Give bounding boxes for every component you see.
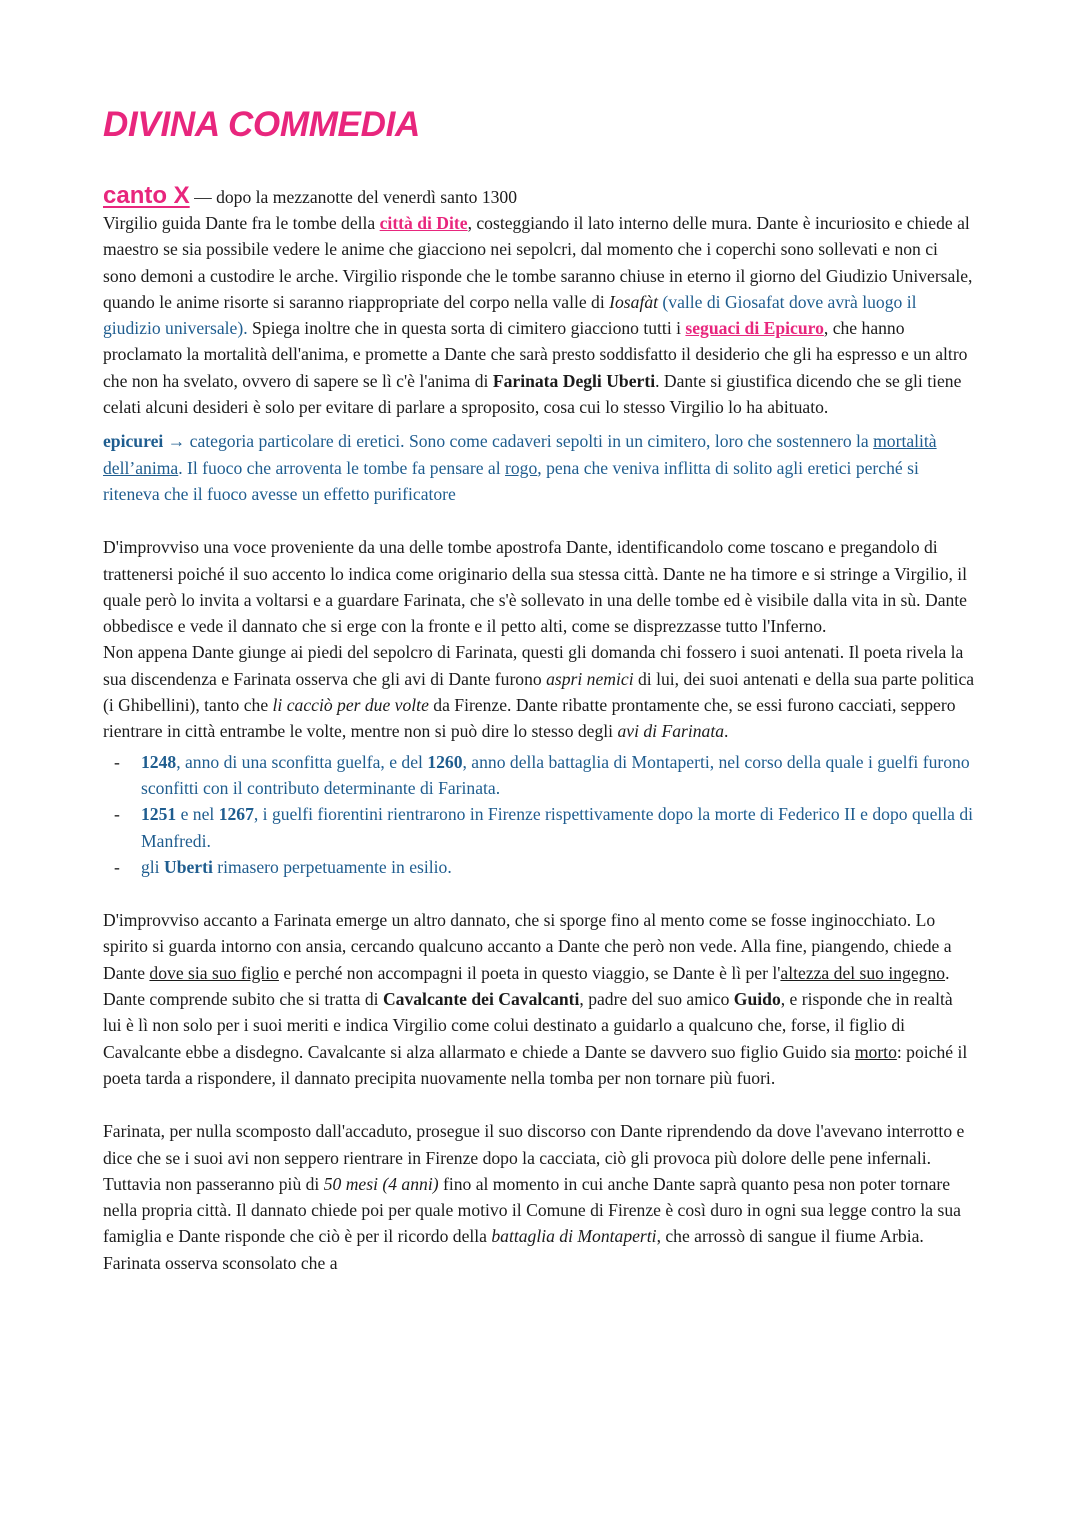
bold-date: 1251 [141,804,177,825]
text: Spiega inoltre che in questa sorta di cimitero giacciono tutti i [247,318,686,339]
bold-cavalcante: Cavalcante dei Cavalcanti [382,989,580,1010]
text: . Dante si giustifica dicendo che se gli tiene celati alcuni desideri è solo per evitare di parlare a sproposito, cosa cui lo stesso Virgilio lo ha abituato. [103,370,962,418]
text: e perché non accompagni il poeta in questo viaggio, se Dante è lì per l' [278,962,781,983]
emphasis-li-caccio: li cacciò per due volte [272,695,429,716]
bold-farinata: Farinata Degli Uberti [492,370,656,391]
paragraph-intro [103,210,975,420]
text: , anno di una sconfitta guelfa, e del [176,751,428,772]
list-item [103,749,975,802]
dates-list [103,749,975,880]
bullet-dash: - [114,804,120,825]
bold-epicurei: epicurei [103,431,164,452]
text: . Il fuoco che arroventa le tombe fa pensare al [178,457,506,478]
text: : poiché il poeta tarda a rispondere, il dannato precipita nuovamente nella tomba per non tornare più fuori. [103,1041,968,1088]
emphasis-battaglia-montaperti: battaglia di Montaperti [491,1226,657,1247]
text: Farinata, per nulla scomposto dall'accaduto, prosegue il suo discorso con Dante riprendendo da dove l'avevano interrotto e dice che se i suoi avi non seppero rientrare in Firenze dopo la cacciata, ciò gli provoca più dolore delle pene infernali. Tuttavia non passeranno più di [103,1121,965,1194]
bold-date: 1248 [141,751,177,772]
canto-heading [103,183,975,210]
bullet-dash: - [114,856,120,877]
paragraph-voce: D'improvviso una voce proveniente da una delle tombe apostrofa Dante, identificandolo come toscano e pregandolo di trattenersi poiché il suo accento lo indica come originario della sua stessa città. Dante ne ha timore e si stringe a Virgilio, il quale però lo invita a voltarsi e a guardare Farinata, che s'è sollevato in una delle tombe ed è visibile dalla vita in sù. Dante obbedisce e vede il dannato che si erge con la fronte e il petto alti, come se disprezzasse tutto l'Inferno. [103,537,968,637]
bold-guido: Guido [733,989,781,1010]
emphasis-avi-farinata: avi di Farinata [617,721,725,742]
document-page [103,104,975,1276]
text: Non appena Dante giunge ai piedi del sepolcro di Farinata, questi gli domanda chi fossero i suoi antenati. Il poeta rivela la sua discendenza e Farinata osserva che gli avi di Dante furono [103,642,964,689]
spacer [103,1091,975,1118]
bold-date: 1260 [427,751,463,772]
underline-dove-sia-suo-figlio: dove sia suo figlio [149,962,279,983]
text: , e risponde che in realtà lui è lì non solo per i suoi meriti e indica Virgilio come colui destinato a guidarlo a qualcuno che, forse, il figlio di Cavalcante ebbe a disdegno. Cavalcante si alza allarmato e chiede a Dante se davvero suo figlio Guido sia [103,989,953,1062]
text: , costeggiando il lato interno delle mura. Dante è incuriosito e chiede al maestro se sia possibile vedere le anime che giacciono nei sepolcri, dal momento che i coperchi sono sollevati e non ci sono demoni a custodire le arche. Virgilio risponde che le tombe saranno chiuse in eterno il giorno del Giudizio Universale, quando le anime risorte si saranno riappropriate del corpo nella valle di [103,213,973,312]
text: . Dante comprende subito che si tratta di [103,962,950,1010]
paragraph-antenati [103,639,975,744]
document-title: DIVINA COMMEDIA [103,105,420,144]
canto-subtitle: — dopo la mezzanotte del venerdì santo 1300 [189,187,518,207]
bold-uberti: Uberti [163,856,213,877]
text: e nel [176,804,219,825]
text: Virgilio guida Dante fra le tombe della [103,213,380,233]
underline-rogo: rogo [505,457,538,478]
text: , che hanno proclamato la mortalità dell'anima, e promette a Dante che sarà presto soddisfatto il desiderio che gli ha espresso e un altro che non ha svelato, ovvero di sapere se lì c'è l'anima di [103,318,968,391]
paragraph-cavalcante [103,907,975,1091]
underline-morto: morto [854,1041,897,1062]
bold-date: 1267 [218,804,254,825]
text: , i guelfi fiorentini rientrarono in Firenze rispettivamente dopo la morte di Federico II e dopo quella di Manfredi. [141,804,974,851]
paragraph-farinata-profezia [103,1118,975,1276]
bullet-dash: - [114,751,120,772]
emphasis-aspri-nemici: aspri nemici [546,668,634,689]
note-epicurei [103,428,975,507]
text: , che arrossò di sangue il fiume Arbia. Farinata osserva sconsolato che a [103,1226,924,1273]
text: di lui, dei suoi antenati e della sua parte politica (i Ghibellini), tanto che [103,668,975,716]
text: , padre del suo amico [579,989,734,1010]
link-citta-di-dite[interactable]: città di Dite [379,213,468,233]
underline-altezza-ingegno: altezza del suo ingegno [780,962,946,983]
text: . [724,721,729,742]
text: rimasero perpetuamente in esilio. [212,856,452,877]
emphasis-iosafat: Iosafàt [609,291,659,312]
text: gli [141,856,164,877]
text: , anno della battaglia di Montaperti, nel corso della quale i guelfi furono sconfitti con il contributo determinante di Farinata. [141,751,970,798]
canto-label: canto X [103,182,190,209]
link-seguaci-di-epicuro[interactable]: seguaci di Epicuro [685,318,824,339]
text: fino al momento in cui anche Dante saprà quanto pesa non poter tornare nella propria città. Il dannato chiede poi per quale motivo il Comune di Firenze è così duro in ogni sua legge contro la sua famiglia e Dante risponde che ciò è per il ricordo della [103,1173,961,1247]
emphasis-50-mesi: 50 mesi (4 anni) [323,1173,439,1194]
underline-mortalita: mortalità dell’anima [103,431,937,478]
spacer [103,880,975,907]
inline-note-giosafat: (valle di Giosafat dove avrà luogo il giudizio universale). [103,291,917,339]
text: da Firenze. Dante ribatte prontamente che, se essi furono cacciati, seppero rientrare in città entrambe le volte, mentre non si può dire lo stesso degli [103,695,956,742]
list-item [103,801,975,854]
list-item [103,854,975,880]
text: → categoria particolare di eretici. Sono come cadaveri sepolti in un cimitero, loro che sostennero la [163,431,874,452]
text: , pena che veniva inflitta di solito agli eretici perché si riteneva che il fuoco avesse un effetto purificatore [103,457,919,504]
spacer [103,507,975,534]
text: D'improvviso accanto a Farinata emerge un altro dannato, che si sporge fino al mento come se fosse inginocchiato. Lo spirito si guarda intorno con ansia, cercando qualcuno accanto a Dante che però non vede. Alla fine, piangendo, chiede a Dante [103,910,952,983]
